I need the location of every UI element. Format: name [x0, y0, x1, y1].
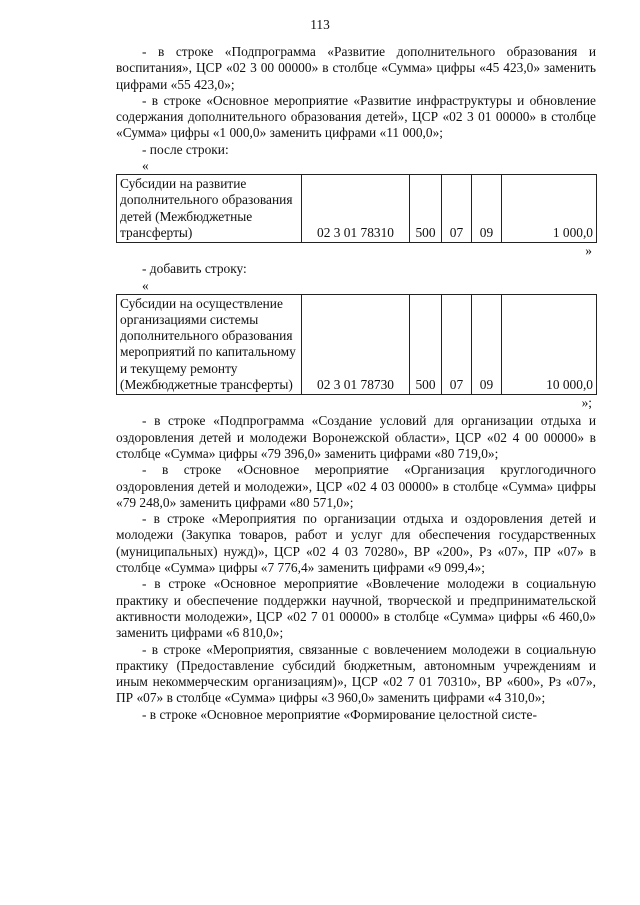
paragraph: - в строке «Мероприятия по организации отдыха и оздоровления детей и молодежи (Закупка товаров, работ и услуг для обеспечения государственных (муниципальных) нужд)», ЦСР «02 4 03 70280», ВР «200», Рз «07», ПР «07» в столбце «Сумма» цифры «7 776,4» заменить цифрами «9 099,4»;: [116, 511, 596, 576]
row-sum: 1 000,0: [502, 175, 597, 243]
row-pr: 09: [472, 294, 502, 395]
row-vr: 500: [410, 175, 442, 243]
row-name: Субсидии на развитие дополнительного образования детей (Межбюджетные трансферты): [117, 175, 302, 243]
document-body: [116, 44, 596, 723]
row-vr: 500: [410, 294, 442, 395]
paragraph: - в строке «Основное мероприятие «Формирование целостной систе-: [142, 706, 537, 722]
budget-table-existing-row: [116, 174, 597, 243]
budget-table-new-row: [116, 294, 597, 396]
table-row: [117, 175, 597, 243]
paragraph: - в строке «Основное мероприятие «Развитие инфраструктуры и обновление содержания дополнительного образования детей», ЦСР «02 3 01 00000» в столбце «Сумма» цифры «1 000,0» заменить цифрами «11 000,0»;: [116, 92, 596, 141]
paragraph: - в строке «Основное мероприятие «Организация круглогодичного оздоровления детей и молодежи», ЦСР «02 4 03 00000» в столбце «Сумма» цифры «79 248,0» заменить цифрами «80 571,0»;: [116, 462, 596, 510]
row-rz: 07: [442, 175, 472, 243]
paragraph: - после строки:: [142, 141, 229, 157]
closing-quote: »: [585, 243, 592, 259]
row-csr: 02 3 01 78310: [302, 175, 410, 243]
row-name: Субсидии на осуществление организациями системы дополнительного образования мероприятий по капитальному и текущему ремонту (Межбюджетные трансферты): [117, 294, 302, 395]
paragraph: - в строке «Основное мероприятие «Вовлечение молодежи в социальную практику и обеспечение поддержки научной, творческой и предпринимательской активности молодежи», ЦСР «02 7 01 00000» в столбце «Сумма» цифры «6 460,0» заменить цифрами «6 810,0»;: [116, 576, 596, 641]
row-csr: 02 3 01 78730: [302, 294, 410, 395]
page-number: 113: [310, 17, 330, 32]
paragraph: - в строке «Подпрограмма «Создание условий для организации отдыха и оздоровления детей и молодежи Воронежской области», ЦСР «02 4 00 00000» в столбце «Сумма» цифры «79 396,0» заменить цифрами «80 719,0»;: [116, 413, 596, 461]
paragraph: - в строке «Мероприятия, связанные с вовлечением молодежи в социальную практику (Предоставление субсидий бюджетным, автономным учреждениям и иным некоммерческим организациям)», ЦСР «02 7 01 70310», ВР «600», Рз «07», ПР «07» в столбце «Сумма» цифры «3 960,0» заменить цифрами «4 310,0»;: [116, 641, 596, 706]
row-rz: 07: [442, 294, 472, 395]
paragraph: - добавить строку:: [142, 261, 247, 277]
closing-quote: »;: [581, 395, 592, 411]
opening-quote: «: [142, 277, 149, 293]
row-pr: 09: [472, 175, 502, 243]
paragraph: - в строке «Подпрограмма «Развитие дополнительного образования и воспитания», ЦСР «02 3 00 00000» в столбце «Сумма» цифры «45 423,0» заменить цифрами «55 423,0»;: [116, 44, 596, 92]
row-sum: 10 000,0: [502, 294, 597, 395]
opening-quote: «: [142, 158, 149, 174]
table-row: [117, 294, 597, 395]
